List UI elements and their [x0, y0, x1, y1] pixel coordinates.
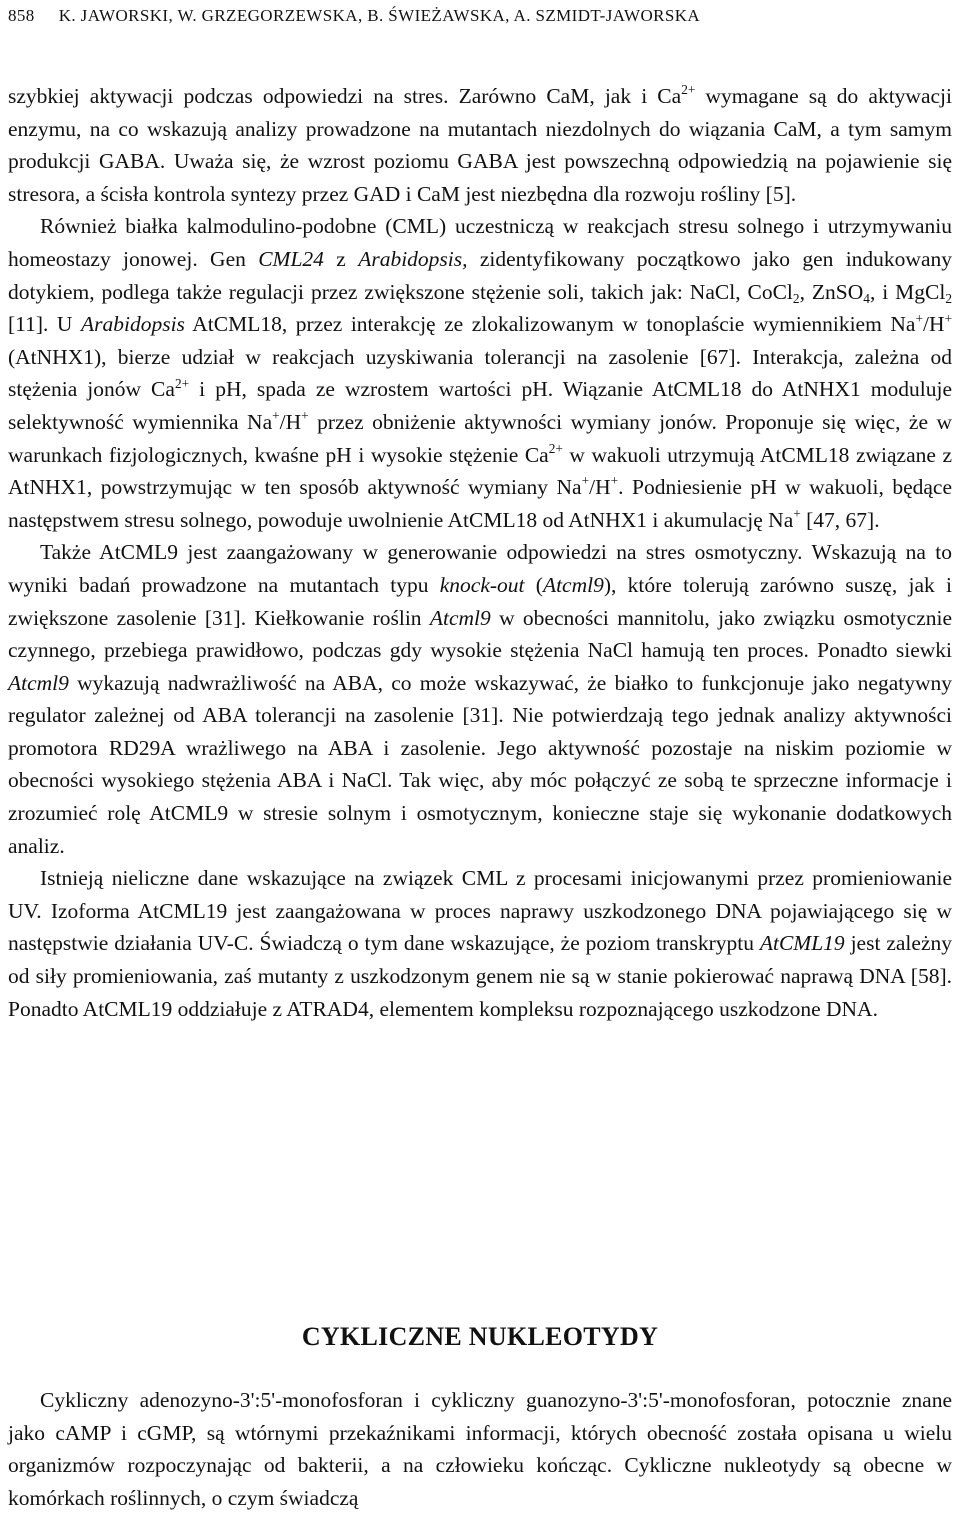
body-text — [8, 80, 952, 1025]
section-heading: CYKLICZNE NUKLEOTYDY — [301, 1322, 659, 1351]
running-head-authors: K. JAWORSKI, W. GRZEGORZEWSKA, B. ŚWIEŻAWSKA, A. SZMIDT-JAWORSKA — [58, 6, 701, 25]
paragraph-cml-salt-stress: Również białka kalmodulino-podobne (CML) uczestniczą w reakcjach stresu solnego i utrzymywaniu homeostazy jonowej. Gen CML24 z Arabidopsis, zidentyfikowany początkowo jako gen indukowany dotykiem, podlega także regulacji przez zwiększone stężenie soli, takich jak: NaCl, CoCl$_2$, ZnSO$_4$, i MgCl$_2$ [11]. U Arabidopsis AtCML18, przez interakcję ze zlokalizowanym w tonoplaście wymiennikiem Na+/H+ (AtNHX1), bierze udział w reakcjach uzyskiwania tolerancji na zasolenie [67]. Interakcja, zależna od stężenia jonów $Ca^{2+}$ i pH, spada ze wzrostem wartości pH. Wiązanie AtCML18 do AtNHX1 moduluje selektywność wymiennika Na+/H+ przez obniżenie aktywności wymiany jonów. Proponuje się więc, że w warunkach fizjologicznych, kwaśne pH i wysokie stężenie $Ca^{2+}$ w wakuoli utrzymują AtCML18 związane z AtNHX1, powstrzymując w ten sposób aktywność wymiany Na+/H+. Podniesienie pH w wakuoli, będące następstwem stresu solnego, powoduje uwolnienie AtCML18 od AtNHX1 i akumulację Na+ [47, 67]. — [8, 214, 953, 532]
paragraph-atcml9: Także AtCML9 jest zaangażowany w generowanie odpowiedzi na stres osmotyczny. Wskazują na to wyniki badań prowadzone na mutantach typu knock-out (Atcml9), które tolerują zarówno suszę, jak i zwiększone zasolenie [31]. Kiełkowanie roślin Atcml9 w obecności mannitolu, jako związku osmotycznie czynnego, przebiega prawidłowo, podczas gdy wysokie stężenia NaCl hamują ten proces. Ponadto siewki Atcml9 wykazują nadwrażliwość na ABA, co może wskazywać, że białko to funkcjonuje jako negatywny regulator zależnej od ABA tolerancji na zasolenie [31]. Nie potwierdzają tego jednak analizy aktywności promotora RD29A wrażliwego na ABA i zasolenie. Jego aktywność pozostaje na niskim poziomie w obecności wysokiego stężenia ABA i NaCl. Tak więc, aby móc połączyć ze sobą te sprzeczne informacje i zrozumieć rolę AtCML9 w stresie solnym i osmotycznym, konieczne staje się wykonanie dodatkowych analiz. — [8, 540, 952, 858]
running-head — [8, 6, 700, 26]
section-text — [8, 1384, 952, 1514]
page-number: 858 — [8, 6, 35, 25]
paragraph-uv: Istnieją nieliczne dane wskazujące na związek CML z procesami inicjowanymi przez promieniowanie UV. Izoforma AtCML19 jest zaangażowana w proces naprawy uszkodzonego DNA pojawiającego się w następstwie działania UV-C. Świadczą o tym dane wskazujące, że poziom transkryptu AtCML19 jest zależny od siły promieniowania, zaś mutanty z uszkodzonym genem nie są w stanie pokierować naprawą DNA [58]. Ponadto AtCML19 oddziałuje z ATRAD4, elementem kompleksu rozpoznającego uszkodzone DNA. — [8, 866, 952, 1021]
paragraph-cyclic-nucleotides: Cykliczny adenozyno-3':5'-monofosforan i cykliczny guanozyno-3':5'-monofosforan, potocznie znane jako cAMP i cGMP, są wtórnymi przekaźnikami informacji, których obecność została opisana u wielu organizmów rozpoczynając od bakterii, a na człowieku kończąc. Cykliczne nukleotydy są obecne w komórkach roślinnych, o czym świadczą — [8, 1388, 952, 1510]
paragraph-gaba: szybkiej aktywacji podczas odpowiedzi na stres. Zarówno CaM, jak i $Ca^{2+}$ wymagane są do aktywacji enzymu, na co wskazują analizy prowadzone na mutantach niezdolnych do wiązania CaM, a tym samym produkcji GABA. Uważa się, że wzrost poziomu GABA jest powszechną odpowiedzią na pojawienie się stresora, a ścisła kontrola syntezy przez GAD i CaM jest niezbędna dla rozwoju rośliny [5]. — [8, 82, 952, 206]
